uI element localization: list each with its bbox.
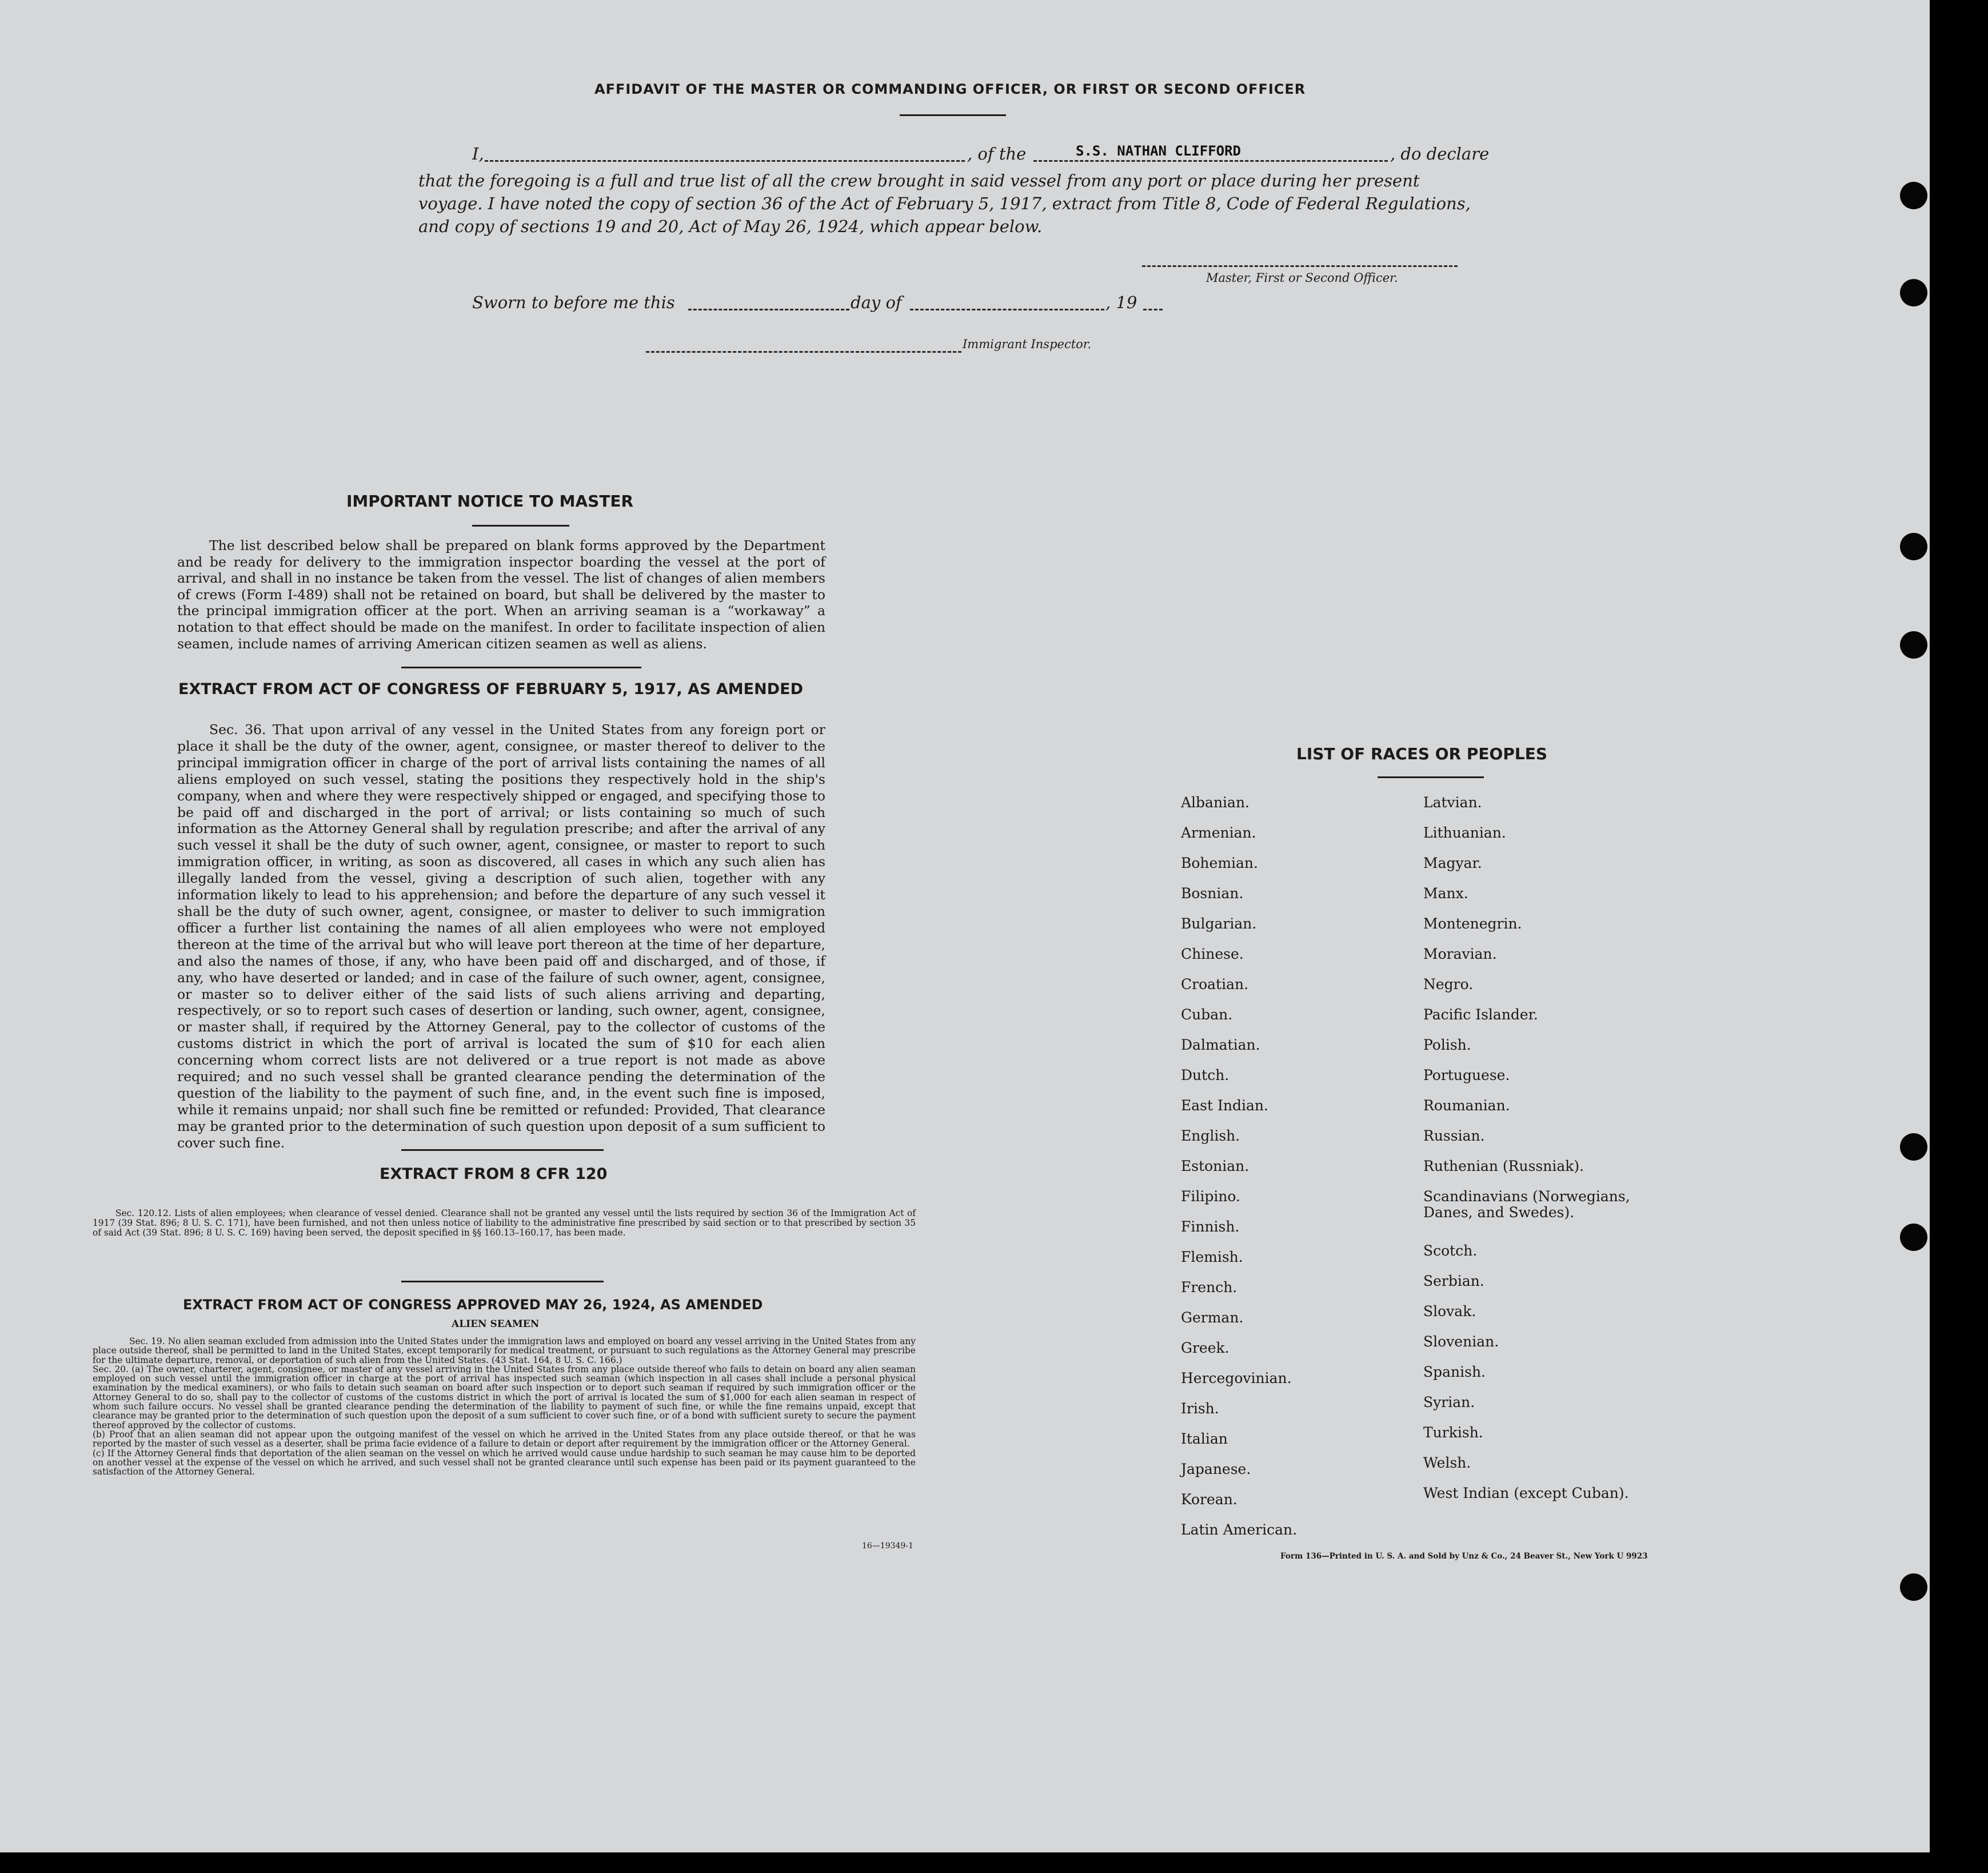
divider (900, 114, 1006, 116)
race-item: Armenian. (1181, 824, 1256, 841)
declarant-name-field[interactable] (485, 160, 965, 162)
race-item: Irish. (1181, 1400, 1219, 1417)
punch-hole (1900, 1224, 1927, 1251)
race-item: West Indian (except Cuban). (1423, 1485, 1629, 1501)
extract-cfr-body: Sec. 120.12. Lists of alien employees; when clearance of vessel denied. Clearance shall not be granted any vessel until the lists required by section 36 of the Immigration Act of 1917 (39 Stat. 896; 8 U. S. C. 171), have been furnished, and not then unless notice of liability to the administrative fine prescribed by said section or to that prescribed by section 35 of said Act (39 Stat. 896; 8 U. S. C. 169) having been served, the deposit specified in §§ 160.13–160.17, has been made. (93, 1208, 916, 1238)
race-item: Ruthenian (Russniak). (1423, 1158, 1584, 1174)
race-item: Korean. (1181, 1491, 1237, 1508)
race-item: Syrian. (1423, 1394, 1475, 1410)
sworn-year-field[interactable] (1143, 309, 1163, 310)
vessel-name: S.S. NATHAN CLIFFORD (1076, 143, 1241, 159)
notice-title: IMPORTANT NOTICE TO MASTER (346, 492, 634, 511)
race-item: Serbian. (1423, 1273, 1484, 1289)
punch-hole (1900, 631, 1927, 659)
punch-hole (1900, 1573, 1927, 1601)
divider (472, 525, 569, 527)
race-item: Russian. (1423, 1127, 1485, 1144)
do-declare-label: , do declare (1390, 144, 1490, 164)
race-item: Negro. (1423, 976, 1474, 993)
race-item: Italian (1181, 1430, 1228, 1447)
race-item: Spanish. (1423, 1364, 1486, 1380)
notice-body: The list described below shall be prepared on blank forms approved by the Department and be ready for delivery to the immigration inspector boarding the vessel at the port of arrival, and shall in no instance be taken from the vessel. The list of changes of alien members of crews (Form I-489) shall not be retained on board, but shall be delivered by the master to the principal immigration officer at the port. When an arriving seaman is a “workaway” a notation to that effect should be made on the manifest. In order to facilitate inspection of alien seamen, include names of arriving American citizen seamen as well as aliens. (177, 537, 825, 652)
extract-1917-body: Sec. 36. That upon arrival of any vessel in the United States from any foreign port or place it shall be the duty of the owner, agent, consignee, or master thereof to deliver to the principal immigration officer in charge of the port of arrival lists containing the names of all aliens employed on such vessel, stating the positions they respectively hold in the ship's company, when and where they were respectively shipped or engaged, and specifying those to be paid off and discharged in the port of arrival; or lists containing so much of such information as the Attorney General shall by regulation prescribe; and after the arrival of any such vessel it shall be the duty of such owner, agent, consignee, or master to report to such immigration officer, in writing, as soon as discovered, all cases in which any such alien has illegally landed from the vessel, giving a description of such alien, together with any information likely to lead to his apprehension; and before the departure of any such vessel it shall be the duty of such owner, agent, consignee, or master to deliver to such immigration officer a further list containing the names of all alien employees who were not employed thereon at the time of the arrival but who will leave port thereon at the time of her departure, and also the names of those, if any, who have been paid off and discharged, and of those, if any, who have deserted or landed; and in case of the failure of such owner, agent, consignee, or master so to deliver either of the said lists of such aliens arriving and departing, respectively, or so to report such cases of desertion or landing, such owner, agent, consignee, or master shall, if required by the Attorney General, pay to the collector of customs of the customs district in which the port of arrival is located the sum of $10 for each alien concerning whom correct lists are not delivered or a true report is not made as above required; and no such vessel shall be granted clearance pending the determination of the question of the liability to the payment of such fine, and, in the event such fine is imposed, while it remains unpaid; nor shall such fine be remitted or refunded: Provided, That clearance may be granted prior to the determination of such question upon deposit of a sum sufficient to cover such fine. (177, 722, 825, 1151)
inspector-caption: Immigrant Inspector. (963, 337, 1092, 351)
inspector-signature-field[interactable] (646, 351, 961, 353)
punch-hole (1900, 182, 1927, 209)
race-item: Bohemian. (1181, 855, 1258, 871)
race-item: Scandinavians (Norwegians, Danes, and Swedes). (1423, 1188, 1630, 1221)
race-item: Albanian. (1181, 794, 1250, 811)
divider (1378, 776, 1484, 778)
race-item: Manx. (1423, 885, 1468, 902)
race-item: East Indian. (1181, 1097, 1268, 1114)
race-item: Estonian. (1181, 1158, 1250, 1174)
extract-1924-body: Sec. 19. No alien seaman excluded from admission into the United States under the immigration laws and employed on board any vessel arriving in the United States from any place outside thereof, shall be permitted to land in the United States, except temporarily for medical treatment, or pursuant to such regulations as the Attorney General may prescribe for the ultimate departure, removal, or deportation of such alien from the United States. (43 Stat. 164, 8 U. S. C. 166.) Sec. 20. (a) The owner, charterer, agent, consignee, or master of any vessel arriving in the United States from any place outside thereof who fails to detain on board any alien seaman employed on such vessel until the immigration officer in charge at the port of arrival has inspected such seaman (which inspection in all cases shall include a personal physical examination by the medical examiners), or who fails to detain such seaman on board after such inspection or to deport such seaman if required by such immigration officer or the Attorney General to do so, shall pay to the collector of customs of the customs district in which the port of arrival is located the sum of $1,000 for each alien seaman in respect of whom such failure occurs. No vessel shall be granted clearance pending the determination of the liability to payment of such fine, or while the fine remains unpaid, except that clearance may be granted prior to the determination of such question upon the deposit of a sum sufficient to cover such fine, or of a bond with sufficient surety to secure the payment thereof approved by the collector of customs. (b) Proof that an alien seaman did not appear upon the outgoing manifest of the vessel on which he arrived in the United States from any place outside thereof, or that he was reported by the master of such vessel as a deserter, shall be prima facie evidence of a failure to detain or deport after requirement by the immigration officer or the Attorney General. (c) If the Attorney General finds that deportation of the alien seaman on the vessel on which he arrived would cause undue hardship to such seaman he may cause him to be deported on another vessel at the expense of the vessel on which he arrived, and such vessel shall not be granted clearance until such expense has been paid or its payment guaranteed to the satisfaction of the Attorney General. (93, 1336, 916, 1477)
sworn-month-field[interactable] (910, 309, 1104, 310)
form-printer-note: Form 136—Printed in U. S. A. and Sold by Unz & Co., 24 Beaver St., New York U 9923 (1280, 1552, 1648, 1561)
race-item: Pacific Islander. (1423, 1006, 1538, 1023)
races-title: LIST OF RACES OR PEOPLES (1296, 744, 1547, 763)
race-item: Bulgarian. (1181, 915, 1257, 932)
declaration-text: that the foregoing is a full and true list of all the crew brought in said vessel from any port or place during her present voyage. I have noted the copy of section 36 of the Act of February 5, 1917, extract from Title 8, Code of Federal Regulations, and copy of sections 19 and 20, Act of May 26, 1924, which appear below. (418, 171, 1471, 236)
declarant-label: I, (472, 144, 484, 164)
race-item: Turkish. (1423, 1424, 1483, 1441)
race-item: English. (1181, 1127, 1240, 1144)
race-item: German. (1181, 1309, 1244, 1326)
race-item: Lithuanian. (1423, 824, 1506, 841)
race-item: Cuban. (1181, 1006, 1233, 1023)
race-item: Filipino. (1181, 1188, 1240, 1205)
affidavit-title: AFFIDAVIT OF THE MASTER OR COMMANDING OFFICER, OR FIRST OR SECOND OFFICER (594, 81, 1306, 97)
race-item: Slovenian. (1423, 1333, 1499, 1350)
day-of-label: day of (851, 293, 902, 312)
extract-cfr-title: EXTRACT FROM 8 CFR 120 (380, 1165, 608, 1183)
race-item: Finnish. (1181, 1218, 1240, 1235)
race-item: Slovak. (1423, 1303, 1476, 1320)
divider (401, 667, 641, 668)
divider (401, 1149, 604, 1151)
race-item: Roumanian. (1423, 1097, 1510, 1114)
race-item: Croatian. (1181, 976, 1249, 993)
race-item: Dutch. (1181, 1067, 1229, 1083)
race-item: Portuguese. (1423, 1067, 1510, 1083)
race-item: Dalmatian. (1181, 1037, 1260, 1053)
sworn-label: Sworn to before me this (472, 293, 675, 312)
sworn-day-field[interactable] (688, 309, 849, 310)
race-item: Scotch. (1423, 1242, 1478, 1259)
race-item: Montenegrin. (1423, 915, 1522, 932)
race-item: Welsh. (1423, 1454, 1471, 1471)
extract-1924-title: EXTRACT FROM ACT OF CONGRESS APPROVED MAY 26, 1924, AS AMENDED (183, 1297, 763, 1313)
race-item: Polish. (1423, 1037, 1471, 1053)
form-code: 16—19349-1 (862, 1541, 913, 1551)
race-item: Japanese. (1181, 1461, 1251, 1477)
of-the-label: , of the (967, 144, 1027, 164)
race-item: Hercegovinian. (1181, 1370, 1292, 1386)
punch-hole (1900, 533, 1927, 560)
punch-hole (1900, 1133, 1927, 1161)
race-item: Greek. (1181, 1340, 1229, 1356)
race-item: Chinese. (1181, 946, 1244, 962)
master-signature-field[interactable] (1142, 265, 1458, 267)
race-item: French. (1181, 1279, 1237, 1296)
vessel-name-field[interactable] (1033, 160, 1388, 162)
extract-1917-title: EXTRACT FROM ACT OF CONGRESS OF FEBRUARY 5, 1917, AS AMENDED (178, 680, 803, 698)
race-item: Moravian. (1423, 946, 1497, 962)
divider (401, 1281, 604, 1282)
race-item: Bosnian. (1181, 885, 1244, 902)
year-label: , 19 (1105, 293, 1137, 312)
punch-hole (1900, 279, 1927, 306)
master-caption: Master, First or Second Officer. (1206, 271, 1398, 285)
extract-1924-subtitle: ALIEN SEAMEN (452, 1318, 540, 1330)
race-item: Latin American. (1181, 1521, 1298, 1538)
race-item: Flemish. (1181, 1249, 1243, 1265)
race-item: Latvian. (1423, 794, 1482, 811)
race-item: Magyar. (1423, 855, 1482, 871)
